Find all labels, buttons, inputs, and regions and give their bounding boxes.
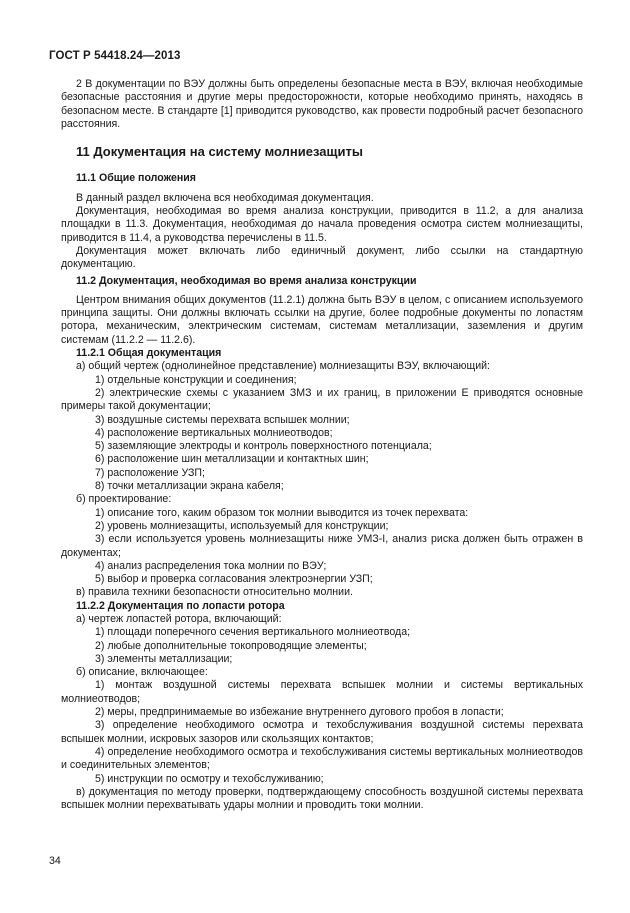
list-item: 3) воздушные системы перехвата вспышек молнии;: [95, 413, 350, 426]
list-item: 6) расположение шин металлизации и контактных шин;: [95, 453, 369, 466]
list-item: 4) определение необходимого осмотра и техобслуживания системы вертикальных молниеотводов и соединительных элементов;: [61, 745, 583, 772]
paragraph: Документация может включать либо единичный документ, либо ссылки на стандартную документацию.: [61, 244, 583, 271]
list-item: 2) меры, предпринимаемые во избежание внутреннего дугового пробоя в лопасти;: [95, 706, 504, 719]
list-item: б) описание, включающее:: [76, 666, 208, 679]
note-2: 2 В документации по ВЭУ должны быть определены безопасные места в ВЭУ, включая необходимые безопасные расстояния и другие меры предосторожности, которые необходимо принять, находясь в безопасном месте. В стандарте [1] приводится руководство, как провести подробный расчет безопасного расстояния.: [61, 78, 583, 130]
list-item: 5) инструкции по осмотру и техобслуживанию;: [95, 772, 324, 785]
page-number: 34: [49, 855, 61, 867]
list-item: 4) расположение вертикальных молниеотводов;: [95, 426, 333, 439]
standard-header: ГОСТ Р 54418.24—2013: [49, 50, 181, 62]
list-item: 3) если используется уровень молниезащиты ниже УМЗ-I, анализ риска должен быть отражен в документах;: [61, 533, 583, 559]
page-body: [61, 78, 583, 812]
list-item: 2) электрические схемы с указанием ЗМЗ и их границ, в приложении Е приводятся основные примеры такой документации;: [61, 386, 583, 413]
list-item: а) чертеж лопастей ротора, включающий:: [76, 612, 282, 625]
subsection-11-2-title: 11.2 Документация, необходимая во время анализа конструкции: [76, 274, 417, 287]
list-item: 3) элементы металлизации;: [95, 652, 233, 665]
list-item: 3) определение необходимого осмотра и техобслуживания воздушной системы перехвата вспышек молнии, искровых зазоров или скользящих контактов;: [61, 719, 583, 745]
list-item: 2) уровень молниезащиты, используемый для конструкции;: [95, 519, 389, 532]
list-item: б) проектирование:: [76, 493, 172, 506]
list-item: в) документация по методу проверки, подтверждающему способность воздушной системы перехвата вспышек молнии перехватывать удары молнии и проводить токи молнии.: [61, 785, 583, 812]
list-item: 1) описание того, каким образом ток молнии выводится из точек перехвата:: [95, 506, 469, 519]
list-item: 5) выбор и проверка согласования электроэнергии УЗП;: [95, 573, 373, 586]
list-item: 7) расположение УЗП;: [95, 466, 205, 479]
subsection-11-2-1-title: 11.2.1 Общая документация: [76, 347, 222, 360]
list-item: 8) точки металлизации экрана кабеля;: [95, 480, 284, 493]
list-item: в) правила техники безопасности относительно молнии.: [76, 586, 353, 599]
list-item: 1) отдельные конструкции и соединения;: [95, 373, 297, 386]
paragraph: В данный раздел включена вся необходимая документация.: [76, 191, 374, 204]
list-item: а) общий чертеж (однолинейное представление) молниезащиты ВЭУ, включающий:: [76, 360, 490, 373]
list-item: 4) анализ распределения тока молнии по ВЭУ;: [95, 559, 327, 572]
list-item: 1) площади поперечного сечения вертикального молниеотвода;: [95, 626, 411, 639]
paragraph: Документация, необходимая во время анализа конструкции, приводится в 11.2, а для анализа площадки в 11.3. Документация, необходимая до начала проведения осмотра систем молниезащиты, приводится в 11.4, а руководства перечислены в 11.5.: [61, 205, 583, 244]
subsection-11-2-2-title: 11.2.2 Документация по лопасти ротора: [76, 599, 285, 612]
section-11-title: 11 Документация на систему молниезащиты: [76, 144, 363, 160]
list-item: 2) любые дополнительные токопроводящие элементы;: [95, 639, 367, 652]
subsection-11-1-title: 11.1 Общие положения: [76, 172, 196, 185]
list-item: 1) монтаж воздушной системы перехвата вспышек молнии и системы вертикальных молниеотводов;: [61, 679, 583, 705]
list-item: 5) заземляющие электроды и контроль поверхностного потенциала;: [95, 440, 432, 453]
paragraph: Центром внимания общих документов (11.2.1) должна быть ВЭУ в целом, с описанием используемого принципа защиты. Они должны включать ссылки на другие, более подробные документы по лопастям ротора, механическим, электрическим системам, системам металлизации, заземления и другим системам (11.2.2 — 11.2.6).: [61, 293, 583, 346]
